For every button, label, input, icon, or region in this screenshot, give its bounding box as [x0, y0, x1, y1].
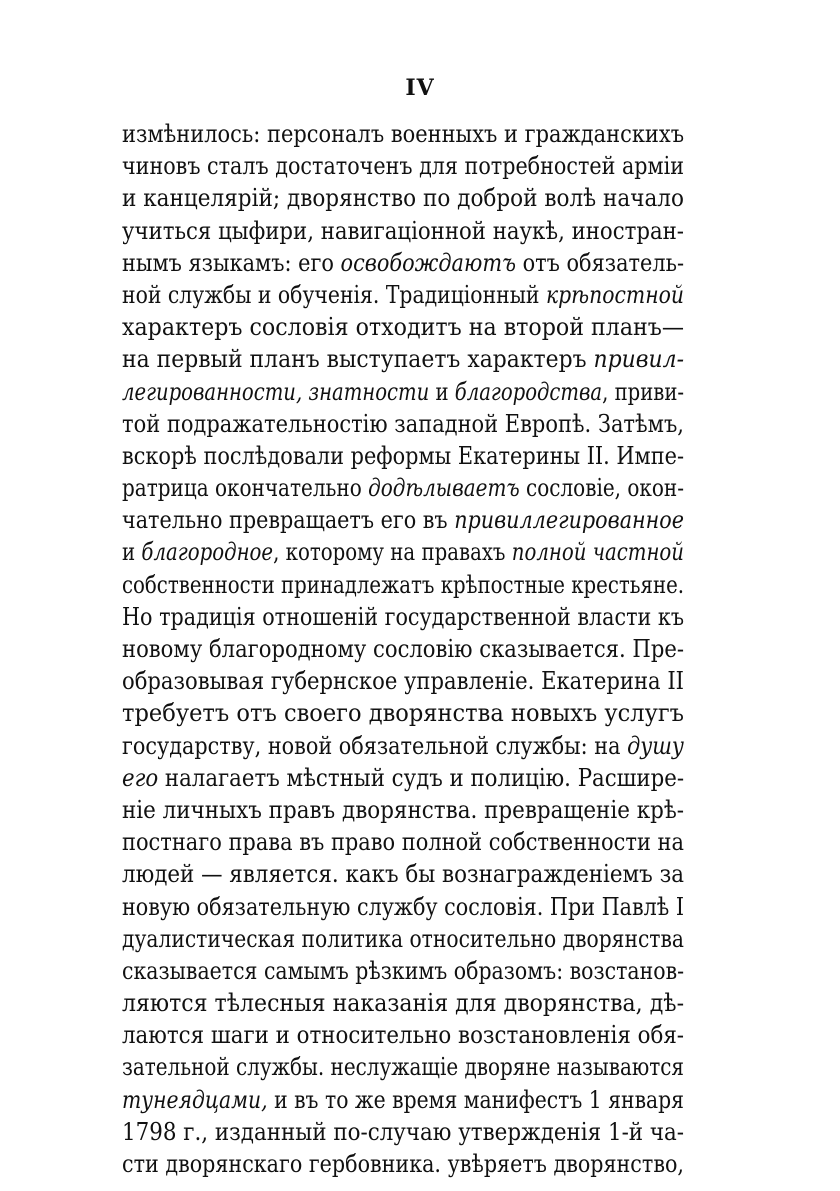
text-run: и въ то же время манифестъ 1 января: [267, 1084, 685, 1114]
text-line: [122, 987, 684, 1019]
italic-phrase: благородства: [454, 376, 603, 406]
text-line: [122, 504, 684, 536]
italic-phrase: додѣлываетъ: [368, 473, 520, 503]
text-run: вскорѣ послѣдовали реформы Екатерины II. Импе-: [122, 440, 685, 470]
text-run: и канцелярій; дворянство по доброй волѣ начало: [122, 183, 684, 213]
text-line: [122, 408, 684, 440]
text-line: [122, 858, 684, 890]
text-line: [122, 569, 684, 601]
text-run: 1798 г., изданный по-случаю утвержденія 1-й ча-: [122, 1116, 684, 1146]
text-line: [122, 311, 684, 343]
text-line: [122, 343, 684, 375]
text-line: [122, 150, 684, 182]
text-line: [122, 826, 684, 858]
text-run: измѣнилось: персоналъ военныхъ и гражданскихъ: [122, 119, 685, 148]
text-line: [122, 601, 684, 633]
italic-phrase: освобождаютъ: [340, 247, 516, 277]
text-line: [122, 1019, 684, 1051]
text-line: [122, 376, 684, 408]
text-run: сословіе, окон-: [519, 473, 684, 503]
text-run: сказывается самымъ рѣзкимъ образомъ: возстанов-: [122, 955, 685, 985]
text-run: характеръ сословія отходитъ на второй планъ—: [122, 312, 685, 342]
text-run: ной службы и обученія. Традиціонный: [122, 279, 546, 309]
page-number: IV: [405, 75, 435, 101]
italic-phrase: душу: [627, 730, 684, 760]
text-line: [122, 955, 684, 987]
text-line: [122, 118, 684, 150]
text-line: [122, 536, 684, 568]
text-run: ляются тѣлесныя наказанія для дворянства, дѣ-: [122, 988, 685, 1018]
text-line: [122, 440, 684, 472]
text-run: и: [122, 537, 142, 567]
text-run: , которому на правахъ: [273, 537, 512, 567]
text-line: [122, 891, 684, 923]
text-line: [122, 182, 684, 214]
text-run: на первый планъ выступаетъ характеръ: [122, 344, 594, 374]
italic-phrase: крѣпостной: [545, 279, 685, 309]
italic-phrase: привил-: [593, 344, 685, 374]
italic-phrase: благородное: [141, 537, 274, 567]
text-run: требуетъ отъ своего дворянства новыхъ услугъ: [122, 698, 685, 728]
text-run: дуалистическая политика относительно дворянства: [122, 923, 684, 953]
text-run: ратрица окончательно: [122, 473, 369, 503]
text-line: [122, 215, 684, 247]
text-run: новую обязательную службу сословія. При Павлѣ I: [122, 891, 685, 921]
text-line: [122, 923, 684, 955]
text-run: зательной службы. неслужащіе дворяне называются: [122, 1052, 684, 1082]
text-run: сти дворянскаго гербовника. увѣряетъ дворянство,: [122, 1149, 684, 1178]
text-run: учиться цыфири, навигаціонной наукѣ, иностран-: [122, 215, 684, 245]
text-run: , приви-: [602, 376, 685, 406]
text-line: [122, 1148, 684, 1180]
text-line: [122, 730, 684, 762]
text-line: [122, 762, 684, 794]
text-line: [122, 247, 684, 279]
text-run: образовывая губернское управленіе. Екатерина II: [122, 666, 685, 696]
text-run: собственности принадлежатъ крѣпостные крестьяне.: [122, 569, 685, 599]
text-line: [122, 1084, 684, 1116]
text-run: ніе личныхъ правъ дворянства. превращеніе крѣ-: [122, 794, 685, 824]
text-run: новому благородному сословію сказывается. Пре-: [122, 634, 684, 663]
body-text: [122, 118, 684, 1180]
italic-phrase: привиллегированное: [454, 505, 685, 535]
text-line: [122, 279, 684, 311]
italic-phrase: тунеядцами,: [122, 1084, 268, 1114]
text-run: чательно превращаетъ его въ: [122, 505, 455, 535]
italic-phrase: его: [122, 762, 159, 792]
text-run: чиновъ сталъ достаточенъ для потребностей арміи: [122, 151, 685, 181]
text-run: государству, новой обязательной службы: на: [122, 730, 628, 760]
text-run: и: [429, 376, 455, 406]
text-run: людей — является. какъ бы вознагражденіемъ за: [122, 859, 685, 889]
text-run: налагаетъ мѣстный судъ и полицію. Расшире-: [158, 762, 685, 792]
italic-phrase: легированности, знатности: [122, 376, 430, 406]
text-run: лаются шаги и относительно возстановленія обя-: [122, 1020, 685, 1050]
text-line: [122, 794, 684, 826]
text-run: нымъ языкамъ: его: [122, 247, 341, 277]
text-line: [122, 1116, 684, 1148]
text-run: отъ обязатель-: [515, 247, 684, 277]
text-line: [122, 1051, 684, 1083]
text-run: той подражательностію западной Европѣ. Затѣмъ,: [122, 408, 684, 438]
italic-phrase: полной частной: [511, 537, 685, 567]
text-line: [122, 665, 684, 697]
text-line: [122, 472, 684, 504]
text-run: Но традиція отношеній государственной власти къ: [122, 601, 684, 631]
text-line: [122, 633, 684, 665]
text-line: [122, 697, 684, 729]
text-run: постнаго права въ право полной собственности на: [122, 827, 684, 857]
